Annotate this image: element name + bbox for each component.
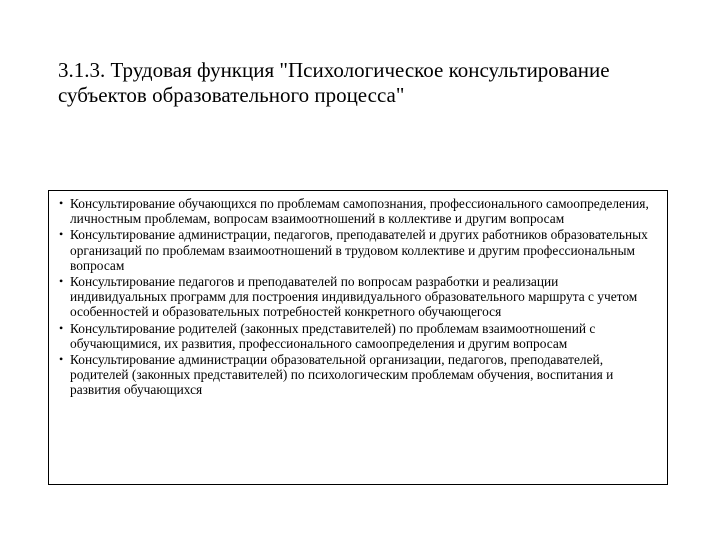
bullet-icon: • xyxy=(59,196,64,210)
bullet-icon: • xyxy=(59,227,64,242)
bullet-icon: • xyxy=(59,352,64,367)
list-item-text: Консультирование администрации образовательной организации, педагогов, преподавателей, родителей (законных представителей) по психологическим проблемам обучения, воспитания и развития обучающихся xyxy=(70,352,614,398)
list-item-text: Консультирование обучающихся по проблемам самопознания, профессионального самоопределения, личностным проблемам, вопросам взаимоотношений в коллективе и другим вопросам xyxy=(70,196,649,227)
list-item xyxy=(59,196,657,226)
slide-title: 3.1.3. Трудовая функция "Психологическое консультирование субъектов образовательного процесса" xyxy=(58,58,610,107)
list-item xyxy=(59,274,657,320)
list-item-text: Консультирование педагогов и преподавателей по вопросам разработки и реализации индивидуальных программ для построения индивидуального образовательного маршрута с учетом особенностей и образовательных потребностей конкретного обучающегося xyxy=(70,274,638,320)
bullet-list xyxy=(49,191,667,398)
list-item xyxy=(59,227,657,273)
content-box xyxy=(48,190,668,485)
list-item-text: Консультирование родителей (законных представителей) по проблемам взаимоотношений с обучающимися, их развития, профессионального самоопределения и другим вопросам xyxy=(70,320,596,351)
list-item-text: Консультирование администрации, педагогов, преподавателей и других работников образовательных организаций по проблемам взаимоотношений в трудовом коллективе и другим профессиональным вопросам xyxy=(70,227,648,273)
bullet-icon: • xyxy=(59,320,64,335)
list-item xyxy=(59,321,657,351)
bullet-icon: • xyxy=(59,274,64,289)
list-item xyxy=(59,352,657,398)
